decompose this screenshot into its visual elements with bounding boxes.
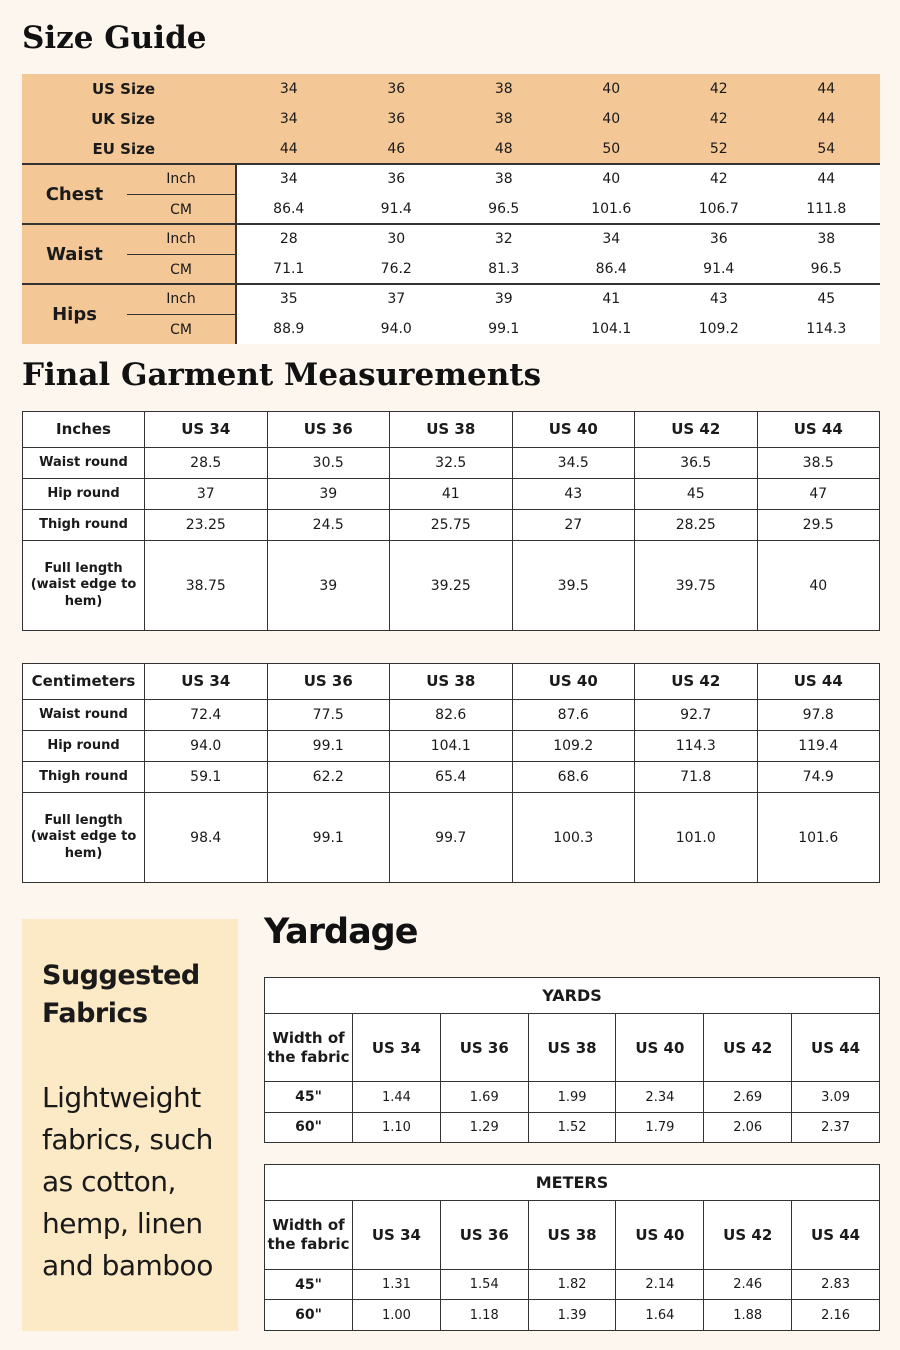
cell: 92.7 <box>635 699 758 730</box>
row-label: UK Size <box>91 110 155 128</box>
cell: 1.39 <box>528 1300 616 1331</box>
cell: 30 <box>387 231 406 247</box>
cell: 2.06 <box>704 1112 792 1142</box>
header-cell: US 44 <box>792 1200 880 1269</box>
header-cell: US 34 <box>353 1013 441 1082</box>
cm-values <box>235 194 880 224</box>
cell: 1.31 <box>353 1269 441 1300</box>
cell: 77.5 <box>267 699 390 730</box>
cell: 39 <box>267 478 390 509</box>
cell: 32 <box>494 231 513 247</box>
cell: 38 <box>494 171 513 187</box>
table-caption: YARDS <box>265 978 880 1014</box>
row-label: Hip round <box>23 730 145 761</box>
cell: 41 <box>390 478 513 509</box>
header-cell: US 38 <box>390 664 513 700</box>
table-row <box>23 447 880 478</box>
eu-size-row <box>22 134 880 164</box>
divider <box>235 164 237 344</box>
cell: 87.6 <box>512 699 635 730</box>
inch-values <box>235 284 880 314</box>
header-cell: US 40 <box>512 664 635 700</box>
row-label: Full length (waist edge to hem) <box>23 541 145 631</box>
cell: 99.1 <box>267 730 390 761</box>
cell: 43 <box>512 478 635 509</box>
cell: 32.5 <box>390 447 513 478</box>
cell: 1.82 <box>528 1269 616 1300</box>
cell: 46 <box>387 141 406 157</box>
cell: 1.88 <box>704 1300 792 1331</box>
divider <box>22 283 880 285</box>
cell: 36 <box>709 231 728 247</box>
cell: 1.10 <box>353 1112 441 1142</box>
cm-values <box>235 314 880 344</box>
cm-label: CM <box>127 314 235 344</box>
header-row <box>265 1013 880 1082</box>
cell: 86.4 <box>595 261 627 277</box>
cell: 39.5 <box>512 541 635 631</box>
header-row <box>23 664 880 700</box>
cell: 52 <box>709 141 728 157</box>
header-cell: US 44 <box>757 412 880 448</box>
cell: 94.0 <box>380 321 412 337</box>
cell: 2.16 <box>792 1300 880 1331</box>
header-cell: US 44 <box>757 664 880 700</box>
header-cell: US 34 <box>353 1200 441 1269</box>
row-label: 60" <box>265 1112 353 1142</box>
cell: 42 <box>709 171 728 187</box>
cell: 30.5 <box>267 447 390 478</box>
cell: 86.4 <box>273 201 305 217</box>
row-label: 45" <box>265 1082 353 1112</box>
cell: 28 <box>279 231 298 247</box>
header-row <box>23 412 880 448</box>
yards-table <box>264 977 880 1143</box>
cell: 74.9 <box>757 761 880 792</box>
cell: 54 <box>817 141 836 157</box>
cell: 37 <box>387 291 406 307</box>
fabrics-title: Suggested Fabrics <box>42 960 200 1029</box>
cell: 76.2 <box>380 261 412 277</box>
cell: 62.2 <box>267 761 390 792</box>
table-row <box>23 509 880 540</box>
cell: 36.5 <box>635 447 758 478</box>
table-row <box>265 1082 880 1112</box>
header-cell: US 42 <box>704 1013 792 1082</box>
hips-block <box>22 284 880 344</box>
cell: 2.83 <box>792 1269 880 1300</box>
table-row <box>23 541 880 631</box>
cell: 1.29 <box>440 1112 528 1142</box>
cell: 39 <box>494 291 513 307</box>
header-cell: US 38 <box>528 1200 616 1269</box>
header-cell: US 42 <box>635 412 758 448</box>
cell: 94.0 <box>145 730 268 761</box>
header-cell: US 34 <box>145 412 268 448</box>
cell: 24.5 <box>267 509 390 540</box>
header-cell: US 42 <box>704 1200 792 1269</box>
row-label: US Size <box>91 80 155 98</box>
cell: 101.0 <box>635 793 758 883</box>
inch-label: Inch <box>166 171 196 187</box>
cell: 38.75 <box>145 541 268 631</box>
cell: 1.18 <box>440 1300 528 1331</box>
cell: 1.99 <box>528 1082 616 1112</box>
size-guide-title: Size Guide <box>22 20 207 56</box>
cell: 2.69 <box>704 1082 792 1112</box>
row-label: Full length (waist edge to hem) <box>23 793 145 883</box>
cell: 91.4 <box>703 261 735 277</box>
cell: 114.3 <box>806 321 847 337</box>
header-cell: US 40 <box>616 1013 704 1082</box>
cell: 104.1 <box>390 730 513 761</box>
table-row <box>265 1300 880 1331</box>
garment-cm-table <box>22 663 880 883</box>
cell: 82.6 <box>390 699 513 730</box>
row-label: Thigh round <box>23 509 145 540</box>
table-row <box>23 699 880 730</box>
caption-row <box>265 1165 880 1201</box>
meters-table <box>264 1164 880 1331</box>
cell: 91.4 <box>380 201 412 217</box>
header-cell: Centimeters <box>23 664 145 700</box>
cell: 37 <box>145 478 268 509</box>
cell: 48 <box>494 141 513 157</box>
cell: 106.7 <box>698 201 739 217</box>
cell: 36 <box>387 171 406 187</box>
cm-label: CM <box>127 254 235 284</box>
cell: 45 <box>635 478 758 509</box>
cell: 25.75 <box>390 509 513 540</box>
cell: 88.9 <box>273 321 305 337</box>
header-cell: US 42 <box>635 664 758 700</box>
measurement-name: Waist <box>46 243 103 265</box>
garment-title: Final Garment Measurements <box>22 357 542 393</box>
cell: 50 <box>602 141 621 157</box>
cell: 96.5 <box>488 201 520 217</box>
cell: 40 <box>602 81 621 97</box>
cell: 40 <box>602 171 621 187</box>
inch-values <box>235 164 880 194</box>
row-label: EU Size <box>92 140 155 158</box>
cell: 101.6 <box>591 201 632 217</box>
cell: 43 <box>709 291 728 307</box>
cell: 34 <box>279 111 298 127</box>
cell: 99.1 <box>267 793 390 883</box>
table-caption: METERS <box>265 1165 880 1201</box>
cell: 39.25 <box>390 541 513 631</box>
cell: 36 <box>387 81 406 97</box>
cell: 2.14 <box>616 1269 704 1300</box>
cell: 119.4 <box>757 730 880 761</box>
cell: 28.25 <box>635 509 758 540</box>
cell: 81.3 <box>488 261 520 277</box>
cell: 44 <box>817 171 836 187</box>
cell: 36 <box>387 111 406 127</box>
table-row <box>23 793 880 883</box>
uk-size-row <box>22 104 880 134</box>
table-row <box>23 730 880 761</box>
cell: 1.52 <box>528 1112 616 1142</box>
cell: 98.4 <box>145 793 268 883</box>
cell: 29.5 <box>757 509 880 540</box>
cell: 23.25 <box>145 509 268 540</box>
header-cell: US 36 <box>440 1013 528 1082</box>
header-cell: Width of the fabric <box>265 1200 353 1269</box>
cm-label: CM <box>127 194 235 224</box>
cell: 97.8 <box>757 699 880 730</box>
header-row <box>265 1200 880 1269</box>
measurement-name: Hips <box>52 303 97 325</box>
caption-row <box>265 978 880 1014</box>
cell: 47 <box>757 478 880 509</box>
cell: 71.8 <box>635 761 758 792</box>
cell: 40 <box>757 541 880 631</box>
cell: 38.5 <box>757 447 880 478</box>
cell: 39.75 <box>635 541 758 631</box>
row-label: Hip round <box>23 478 145 509</box>
cell: 1.44 <box>353 1082 441 1112</box>
us-size-row <box>22 74 880 104</box>
cm-values <box>235 254 880 284</box>
cell: 44 <box>817 81 836 97</box>
cell: 44 <box>817 111 836 127</box>
header-cell: US 38 <box>528 1013 616 1082</box>
cell: 71.1 <box>273 261 305 277</box>
suggested-fabrics-panel <box>22 919 238 1331</box>
cell: 59.1 <box>145 761 268 792</box>
row-label: Waist round <box>23 447 145 478</box>
row-label: Waist round <box>23 699 145 730</box>
cell: 34 <box>279 81 298 97</box>
cell: 109.2 <box>698 321 739 337</box>
cell: 42 <box>709 81 728 97</box>
table-row <box>23 478 880 509</box>
cell: 111.8 <box>806 201 847 217</box>
cell: 104.1 <box>591 321 632 337</box>
garment-inches-table <box>22 411 880 631</box>
cell: 42 <box>709 111 728 127</box>
cell: 99.1 <box>488 321 520 337</box>
cell: 68.6 <box>512 761 635 792</box>
divider <box>22 223 880 225</box>
row-label: Thigh round <box>23 761 145 792</box>
inch-label: Inch <box>166 231 196 247</box>
cell: 38 <box>494 111 513 127</box>
measurement-name: Chest <box>45 183 104 205</box>
cell: 2.46 <box>704 1269 792 1300</box>
inch-label: Inch <box>166 291 196 307</box>
cell: 1.69 <box>440 1082 528 1112</box>
row-label: 45" <box>265 1269 353 1300</box>
cell: 39 <box>267 541 390 631</box>
cell: 72.4 <box>145 699 268 730</box>
inch-values <box>235 224 880 254</box>
chest-block <box>22 164 880 224</box>
cell: 96.5 <box>810 261 842 277</box>
cell: 99.7 <box>390 793 513 883</box>
header-cell: US 36 <box>440 1200 528 1269</box>
cell: 1.00 <box>353 1300 441 1331</box>
header-cell: US 36 <box>267 664 390 700</box>
cell: 109.2 <box>512 730 635 761</box>
cell: 1.79 <box>616 1112 704 1142</box>
header-cell: US 38 <box>390 412 513 448</box>
cell: 3.09 <box>792 1082 880 1112</box>
cell: 101.6 <box>757 793 880 883</box>
table-row <box>23 761 880 792</box>
cell: 27 <box>512 509 635 540</box>
cell: 41 <box>602 291 621 307</box>
cell: 1.64 <box>616 1300 704 1331</box>
fabrics-description: Lightweight fabrics, such as cotton, hemp, linen and bamboo <box>42 1080 213 1282</box>
header-cell: Inches <box>23 412 145 448</box>
cell: 1.54 <box>440 1269 528 1300</box>
header-cell: US 44 <box>792 1013 880 1082</box>
yardage-title: Yardage <box>264 912 418 952</box>
cell: 2.34 <box>616 1082 704 1112</box>
cell: 34 <box>279 171 298 187</box>
table-row <box>265 1269 880 1300</box>
cell: 35 <box>279 291 298 307</box>
table-row <box>265 1112 880 1142</box>
cell: 38 <box>494 81 513 97</box>
waist-block <box>22 224 880 284</box>
cell: 38 <box>817 231 836 247</box>
cell: 65.4 <box>390 761 513 792</box>
header-cell: Width of the fabric <box>265 1013 353 1082</box>
cell: 40 <box>602 111 621 127</box>
row-label: 60" <box>265 1300 353 1331</box>
cell: 2.37 <box>792 1112 880 1142</box>
header-cell: US 40 <box>616 1200 704 1269</box>
divider <box>22 163 880 165</box>
cell: 44 <box>279 141 298 157</box>
size-guide-table <box>22 74 880 344</box>
cell: 100.3 <box>512 793 635 883</box>
cell: 114.3 <box>635 730 758 761</box>
header-cell: US 40 <box>512 412 635 448</box>
cell: 34 <box>602 231 621 247</box>
cell: 28.5 <box>145 447 268 478</box>
header-cell: US 36 <box>267 412 390 448</box>
cell: 45 <box>817 291 836 307</box>
header-cell: US 34 <box>145 664 268 700</box>
cell: 34.5 <box>512 447 635 478</box>
